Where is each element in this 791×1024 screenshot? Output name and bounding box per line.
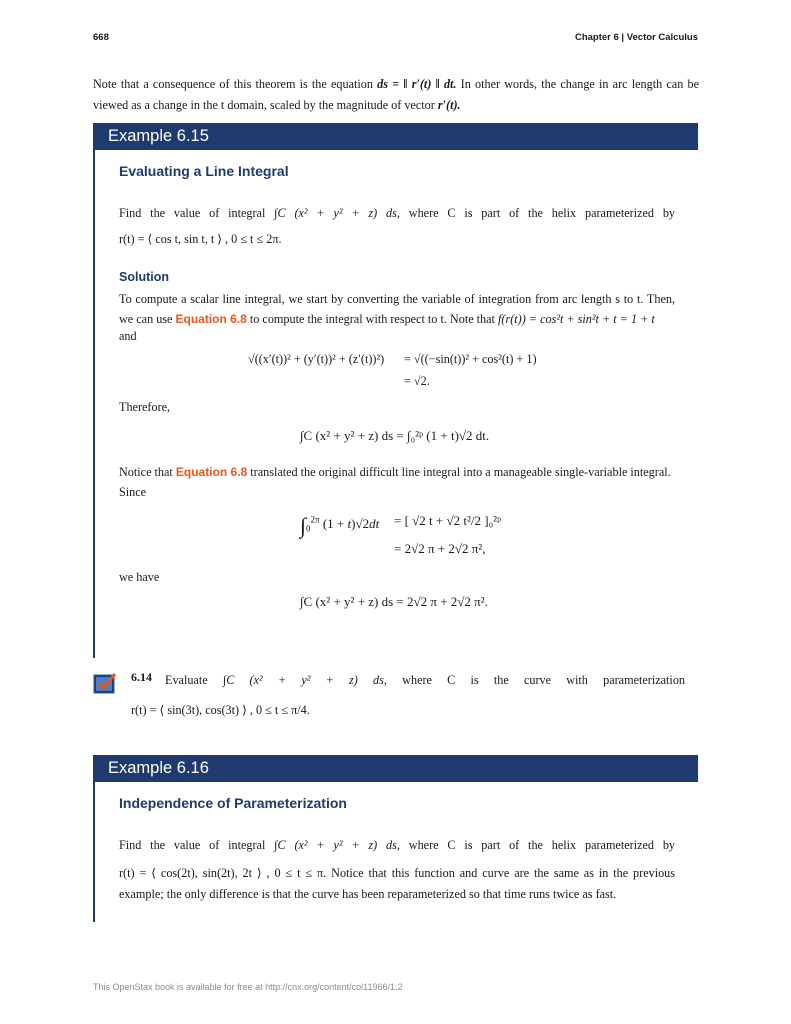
equation-6-8-link[interactable]: Equation 6.8 (175, 311, 247, 326)
checkpoint-integral: ∫C (x² + y² + z) ds, (222, 673, 387, 687)
therefore-word: Therefore, (119, 400, 171, 414)
helix-parameterization: r(t) = ⟨ cos t, sin t, t ⟩ , 0 ≤ t ≤ 2π. (119, 232, 282, 246)
example-6-16-rule (93, 782, 95, 922)
equation-1-result: = √2. (404, 374, 430, 388)
vector-r-prime: r′(t). (437, 98, 461, 112)
example-6-15-problem: Find the value of integral ∫C (x² + y² + z) ds, where C is part of the helix parameterized by (119, 206, 676, 220)
example-6-15-title: Evaluating a Line Integral (119, 163, 289, 179)
equation-3-left: $\int_0^{2\pi}$ (1 + t)√2dt (300, 513, 380, 538)
equation-2: ∫C (x² + y² + z) ds = ∫₀²ᵖ (1 + t)√2 dt. (300, 428, 490, 443)
notice-paragraph: Notice that Equation 6.8 translated the original difficult line integral into a manageable single-variable integral. Since (119, 465, 671, 499)
checkpoint-number: 6.14 (131, 670, 152, 684)
example-6-16-problem: Find the value of integral ∫C (x² + y² + z) ds, where C is part of the helix parameterized by (119, 838, 676, 852)
equation-3-result: = 2√2 π + 2√2 π², (394, 541, 486, 556)
equation-3-right: = [ √2 t + √2 t²/2 ]₀²ᵖ (394, 513, 502, 528)
example-6-16-param: r(t) = ⟨ cos(2t), sin(2t), 2t ⟩ , 0 ≤ t ≤ π. (119, 866, 327, 880)
checkpoint-param: r(t) = ⟨ sin(3t), cos(3t) ⟩ , 0 ≤ t ≤ π/4. (131, 703, 310, 717)
solution-heading: Solution (119, 270, 169, 284)
intro-paragraph: Note that a consequence of this theorem is the equation ds = ‖ r′(t) ‖ dt. In other words, the change in arc length can be viewed as a change in the t domain, scaled by the magnitude of vector r′(t). (93, 77, 699, 112)
page-number: 668 (93, 32, 109, 43)
equation-4: ∫C (x² + y² + z) ds = 2√2 π + 2√2 π². (300, 594, 488, 609)
example-6-15-rule (93, 150, 95, 658)
arc-length-equation: ds = ‖ r′(t) ‖ dt. (377, 77, 457, 91)
example-6-16-title: Independence of Parameterization (119, 795, 347, 811)
example-6-16-header: Example 6.16 (93, 755, 698, 782)
example-6-16-body: r(t) = ⟨ cos(2t), sin(2t), 2t ⟩ , 0 ≤ t ≤ π. Notice that this function and curve are the same as in the previous example; the only difference is that the curve has been reparameterized so that time runs twice as fast. (119, 866, 676, 901)
footer-note: This OpenStax book is available for free at http://cnx.org/content/col11966/1.2 (93, 982, 403, 992)
problem-integral: ∫C (x² + y² + z) ds, (274, 206, 400, 220)
checkpoint-text: Evaluate ∫C (x² + y² + z) ds, where C is the curve with parameterization (165, 673, 686, 687)
example-6-15-header: Example 6.15 (93, 123, 698, 150)
and-word: and (119, 329, 137, 343)
f-of-r-equation: f(r(t)) = cos²t + sin²t + t = 1 + t (498, 311, 655, 326)
equation-1-right: = √((−sin(t))² + cos²(t) + 1) (404, 352, 537, 366)
checkpoint-check-icon (93, 672, 117, 694)
equation-1-left: √((x′(t))² + (y′(t))² + (z′(t))²) (248, 352, 385, 366)
example-6-16-integral: ∫C (x² + y² + z) ds, (274, 838, 400, 852)
equation-6-8-link-2[interactable]: Equation 6.8 (175, 465, 248, 479)
solution-paragraph-1: To compute a scalar line integral, we start by converting the variable of integration from arc length s to t. Then, we can use Equation 6.8 to compute the integral with respect to t. Note that f(r(t)) = cos²t + sin²t + t = 1 + t (119, 292, 675, 326)
we-have-words: we have (119, 570, 160, 584)
chapter-header: Chapter 6 | Vector Calculus (574, 32, 698, 43)
